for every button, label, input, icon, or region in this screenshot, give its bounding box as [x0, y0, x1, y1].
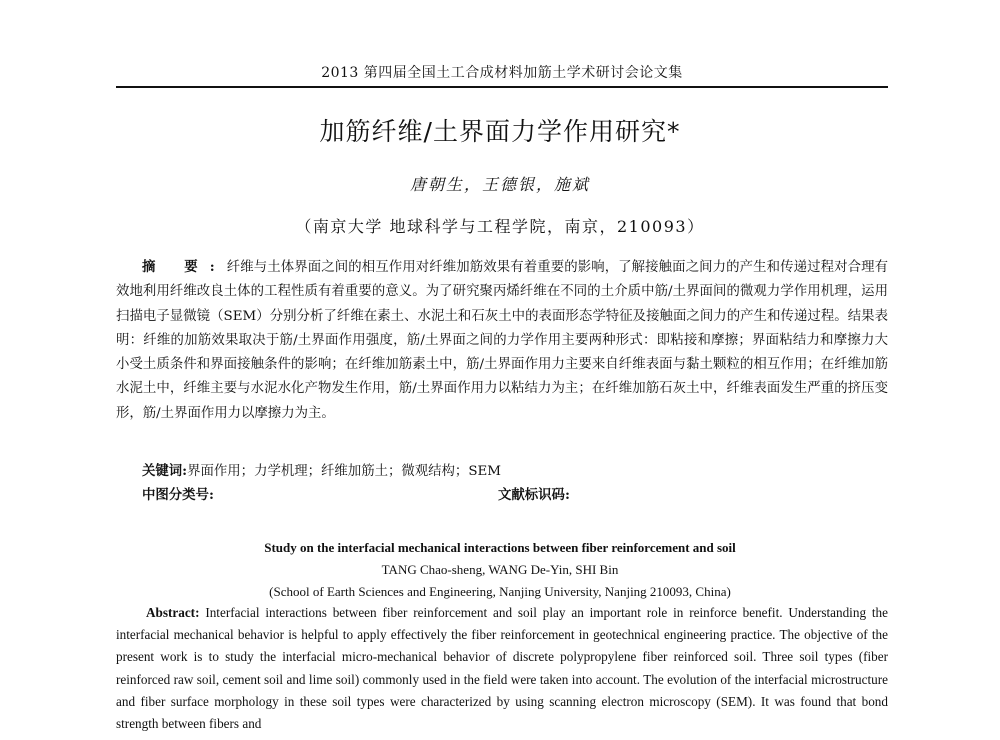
- chinese-abstract: [116, 255, 888, 426]
- english-authors: TANG Chao-sheng, WANG De-Yin, SHI Bin: [381, 562, 619, 577]
- english-abstract-text: Interfacial interactions between fiber reinforcement and soil play an important role in reinforce benefit. Understanding the interfacial mechanical behavior is helpful to apply effectively the fiber reinforcement in geotechnical engineering practice. The objective of the present work is to study the interfacial micro-mechanical behavior of discrete polypropylene fiber reinforced soil. Three soil types (fiber reinforced raw soil, cement soil and lime soil) commonly used in the field were taken into account. The evolution of the interfacial microstructure and fiber surface morphology in these soil types were characterized by using scanning electron microscopy (SEM). It was found that bond strength between fibers and: [116, 605, 888, 732]
- document-code-label: 文献标识码:: [498, 487, 570, 503]
- chinese-abstract-text: 纤维与土体界面之间的相互作用对纤维加筋效果有着重要的影响，了解接触面之间力的产生和传递过程对合理有效地利用纤维改良土体的工程性质有着重要的意义。为了研究聚丙烯纤维在不同的土介质中筋/土界面间的微观力学作用机理，运用扫描电子显微镜（SEM）分别分析了纤维在素土、水泥土和石灰土中的表面形态学特征及接触面之间力的产生和传递过程。结果表明：纤维的加筋效果取决于筋/土界面作用强度，筋/土界面之间的力学作用主要两种形式：即粘接和摩擦；界面粘结力和摩擦力大小受土质条件和界面接触条件的影响；在纤维加筋素土中，筋/土界面作用力主要来自纤维表面与黏土颗粒的相互作用；在纤维加筋水泥土中，纤维主要与水泥水化产物发生作用，筋/土界面作用力以粘结力为主；在纤维加筋石灰土中，纤维表面发生严重的挤压变形，筋/土界面作用力以摩擦力为主。: [116, 260, 888, 421]
- classification-row: [142, 484, 888, 503]
- english-title: Study on the interfacial mechanical interactions between fiber reinforcement and soil: [264, 540, 736, 555]
- paper-authors: 唐朝生，王德银，施斌: [409, 175, 590, 194]
- english-abstract: [116, 602, 888, 735]
- running-head: 2013 第四届全国土工合成材料加筋土学术研讨会论文集: [321, 65, 683, 81]
- paper-affiliation: （南京大学 地球科学与工程学院，南京，210093）: [295, 217, 705, 236]
- clc-number-label: 中图分类号:: [142, 487, 214, 503]
- header-rule: [116, 86, 888, 88]
- english-abstract-label: Abstract:: [146, 605, 200, 620]
- english-affiliation: (School of Earth Sciences and Engineering, Nanjing University, Nanjing 210093, China): [269, 584, 731, 599]
- keywords-text: 界面作用；力学机理；纤维加筋土；微观结构；SEM: [187, 464, 501, 479]
- paper-title: 加筋纤维/土界面力学作用研究*: [319, 117, 681, 146]
- keywords-label: 关键词:: [142, 463, 188, 479]
- chinese-abstract-label: 摘 要:: [142, 259, 227, 275]
- keywords: [142, 460, 501, 479]
